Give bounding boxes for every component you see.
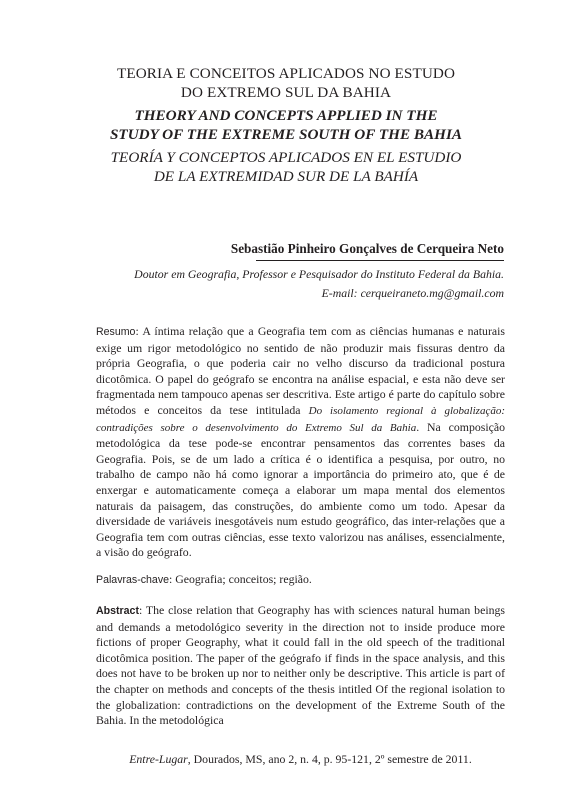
title-block (60, 64, 512, 186)
title-pt-line-1: TEORIA E CONCEITOS APLICADOS NO ESTUDO (116, 65, 456, 82)
abstract-label: Abstract (96, 605, 139, 617)
author-affiliation: Doutor em Geografia, Professor e Pesquisador do Instituto Federal da Bahia. (134, 267, 504, 281)
resumo-paragraph (96, 324, 505, 561)
title-es-line-2: DE LA EXTREMIDAD SUR DE LA BAHÍA (153, 168, 419, 185)
title-spanish (60, 148, 512, 186)
keywords-text: : Geografia; conceitos; região. (169, 572, 312, 586)
abstract-text: : The close relation that Geography has with sciences natural human beings and demands a metodológico severity in the direction not to inside produce more fictions of proper Geography, what it could fall in the old speech of the traditional dicotômica position. The paper of the geógrafo if finds in the space analysis, and this does not have to be broken up nor to neither only be descriptive. This article is part of the chapter on methods and concepts of the thesis intitled Of the regional isolation to the globalization: contradictions on the development of the Extreme South of the Bahia. In the metodológica (96, 603, 505, 728)
resumo-text-2: . Na composição metodológica da tese pode-se encontrar pensamentos das correntes bases da Geografia. Pois, se de um lado a crítica é o identifica a pesquisa, por outro, no trabalho de campo não há como ignorar a importância do primeiro ato, que é de enxergar e automaticamente começa a elaborar um mapa mental dos elementos naturais da paisagem, das construções, do ambiente como um todo. Apesar da diversidade de variáveis inesgotáveis num estudo geográfico, das inter-relações que a Geografia tem com outras ciências, esse texto valorizou nas análises, essencialmente, a visão do geógrafo. (96, 419, 505, 560)
footer-citation: , Dourados, MS, ano 2, n. 4, p. 95-121, 2º semestre de 2011. (187, 752, 472, 766)
keywords-line (96, 572, 312, 589)
keywords-label: Palavras-chave (96, 574, 170, 586)
abstract-paragraph (96, 603, 505, 729)
title-en-line-2: STUDY OF THE EXTREME SOUTH OF THE BAHIA (109, 126, 463, 143)
footer-journal: Entre-Lugar (129, 752, 188, 766)
author-name: Sebastião Pinheiro Gonçalves de Cerqueira Neto (230, 241, 504, 256)
title-pt-line-2: DO EXTREMO SUL DA BAHIA (180, 84, 392, 101)
title-portuguese (60, 64, 512, 102)
resumo-thesis-title: Do isolamento regional à globalização: contradições sobre o desenvolvimento do Extremo Sul da Bahia (96, 404, 505, 434)
title-en-line-1: THEORY AND CONCEPTS APPLIED IN THE (134, 107, 438, 124)
title-es-line-1: TEORÍA Y CONCEPTOS APLICADOS EN EL ESTUDIO (110, 149, 462, 166)
title-english (60, 106, 512, 144)
resumo-label: Resumo (96, 326, 136, 338)
page-footer (96, 752, 505, 767)
author-email: E-mail: cerqueiraneto.mg@gmail.com (321, 286, 504, 300)
resumo-text-1: : A íntima relação que a Geografia tem com as ciências humanas e naturais exige um rigor metodológico no sentido de não produzir mais fissuras dentro da própria Geografia, o que poderia cair no velho discurso da tradicional postura dicotômica. O papel do geógrafo se encontra na análise espacial, e esta não deve ser fragmentada nem tampouco apenas ser descritiva. Este artigo é parte do capítulo sobre métodos e conceitos da tese intitulada (96, 324, 505, 417)
author-divider (256, 260, 504, 261)
author-block (134, 240, 504, 303)
